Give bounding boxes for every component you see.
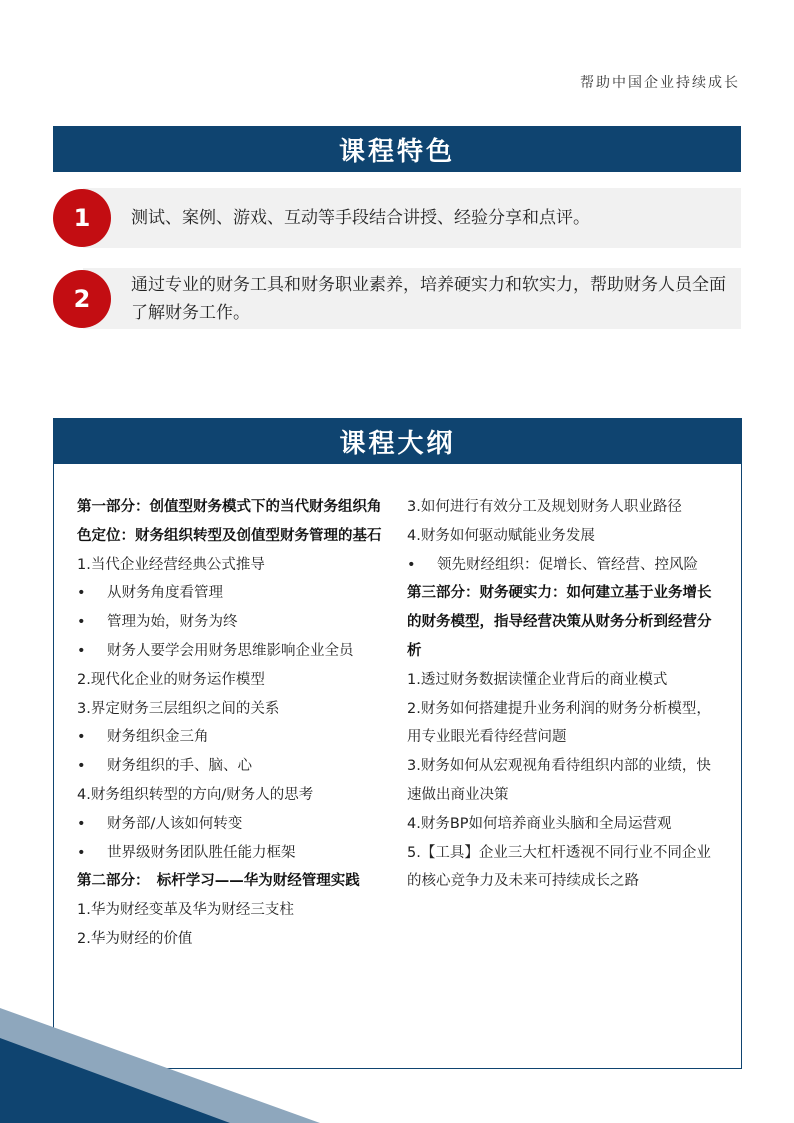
outline-item: 1.华为财经变革及华为财经三支柱 <box>77 902 294 919</box>
bullet-symbol: • <box>407 556 416 573</box>
bullet-symbol: • <box>77 758 86 775</box>
outline-item: 1.当代企业经营经典公式推导 <box>77 556 265 573</box>
outline-title-bar <box>53 418 742 464</box>
outline-item: 4.财务BP如何培养商业头脑和全局运营观 <box>407 815 672 832</box>
feature-number-badge: 2 <box>53 270 111 328</box>
outline-item: 1.透过财务数据读懂企业背后的商业模式 <box>407 671 668 688</box>
feature-text: 测试、案例、游戏、互动等手段结合讲授、经验分享和点评。 <box>131 208 590 228</box>
outline-item: 2.华为财经的价值 <box>77 930 193 947</box>
bullet-symbol: • <box>77 729 86 746</box>
outline-left-column <box>77 493 395 954</box>
outline-box <box>53 418 742 1069</box>
feature-text: 通过专业的财务工具和财务职业素养，培养硬实力和软实力，帮助财务人员全面了解财务工作。 <box>131 274 726 323</box>
outline-part-heading: 第三部分：财务硬实力：如何建立基于业务增长的财务模型，指导经营决策从财务分析到经营分析 <box>407 585 712 659</box>
outline-item: 4.财务组织转型的方向/财务人的思考 <box>77 786 314 803</box>
bullet-text: 财务部/人该如何转变 <box>107 815 243 832</box>
outline-bullet-item <box>77 810 395 839</box>
bullet-text: 从财务角度看管理 <box>107 585 223 602</box>
outline-bullet-item <box>407 551 725 580</box>
feature-number-badge: 1 <box>53 189 111 247</box>
outline-item: 5.【工具】企业三大杠杆透视不同行业不同企业的核心竞争力及未来可持续成长之路 <box>407 844 711 890</box>
outline-item: 3.财务如何从宏观视角看待组织内部的业绩，快速做出商业决策 <box>407 758 711 803</box>
outline-right-column <box>407 493 725 896</box>
outline-title: 课程大纲 <box>339 428 456 459</box>
outline-bullet-item <box>77 579 395 608</box>
bullet-symbol: • <box>77 844 86 861</box>
outline-bullet-item <box>77 752 395 781</box>
feature-item-1 <box>53 188 741 248</box>
outline-bullet-item <box>77 723 395 752</box>
outline-bullet-item <box>77 839 395 868</box>
bullet-text: 财务组织金三角 <box>107 729 209 746</box>
outline-item: 3.界定财务三层组织之间的关系 <box>77 700 280 717</box>
bullet-text: 财务人要学会用财务思维影响企业全员 <box>107 642 354 659</box>
bullet-symbol: • <box>77 614 86 631</box>
header-slogan: 帮助中国企业持续成长 <box>580 75 740 91</box>
bullet-text: 财务组织的手、脑、心 <box>107 758 252 775</box>
outline-item: 4.财务如何驱动赋能业务发展 <box>407 527 595 544</box>
outline-item: 2.现代化企业的财务运作模型 <box>77 671 265 688</box>
bullet-text: 管理为始，财务为终 <box>107 614 238 631</box>
features-title-bar <box>53 126 741 172</box>
corner-decoration <box>0 1008 320 1123</box>
bullet-symbol: • <box>77 642 86 659</box>
bullet-text: 世界级财务团队胜任能力框架 <box>107 844 296 861</box>
bullet-symbol: • <box>77 815 86 832</box>
outline-bullet-item <box>77 637 395 666</box>
bullet-symbol: • <box>77 585 86 602</box>
feature-item-2 <box>53 268 741 329</box>
outline-part-heading: 第二部分： 标杆学习——华为财经管理实践 <box>77 873 360 890</box>
outline-bullet-item <box>77 608 395 637</box>
features-title: 课程特色 <box>338 136 455 167</box>
outline-item: 3.如何进行有效分工及规划财务人职业路径 <box>407 499 682 515</box>
outline-part-heading: 第一部分：创值型财务模式下的当代财务组织角色定位：财务组织转型及创值型财务管理的基石 <box>77 499 382 544</box>
outline-item: 2.财务如何搭建提升业务利润的财务分析模型，用专业眼光看待经营问题 <box>407 700 711 746</box>
bullet-text: 领先财经组织：促增长、管经营、控风险 <box>437 556 698 573</box>
